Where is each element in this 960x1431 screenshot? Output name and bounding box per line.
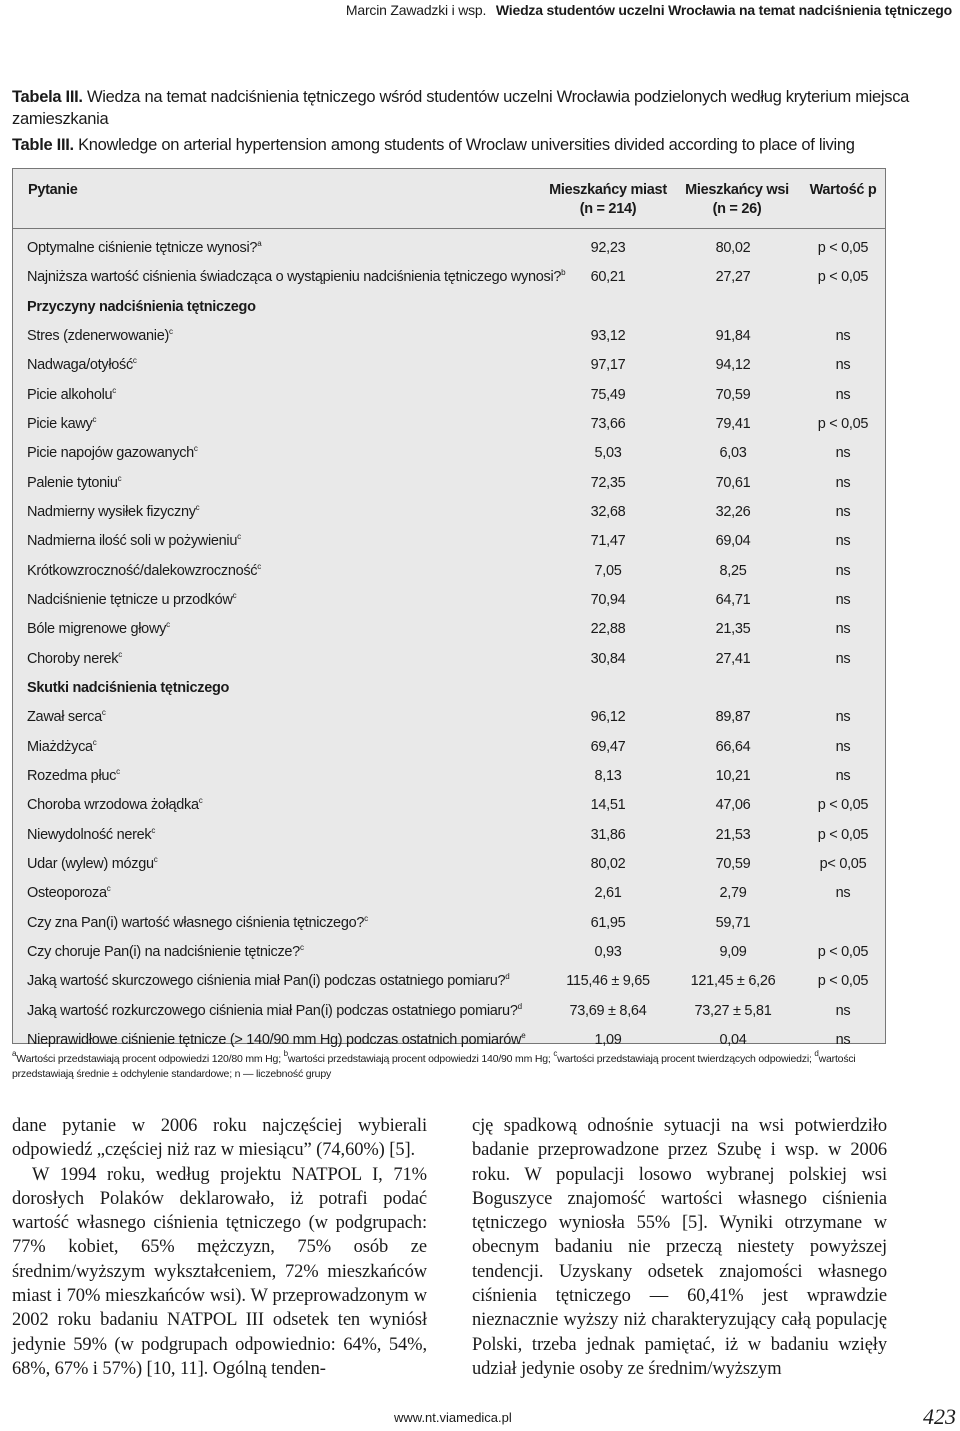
caption-english [12,134,912,156]
cell-question [27,355,137,375]
table-row [13,825,885,845]
cell-village: 121,45 ± 6,26 [690,973,776,990]
caption-english-label: Table III. [12,136,74,154]
table-row [13,649,885,669]
data-table [12,168,886,1048]
cell-question [27,854,157,874]
footnote-marker: c [151,825,156,835]
question-text: Nadmierny wysiłek fizyczny [27,503,196,520]
table-section-row [13,297,885,317]
cell-question [27,649,122,669]
cell-question [27,326,173,346]
table-row [13,355,885,375]
cell-p-value: p < 0,05 [817,415,869,432]
cell-question [27,766,120,786]
cell-village: 66,64 [715,738,751,755]
footnote-marker: e [521,1030,526,1040]
cell-question [27,267,565,287]
caption-polish-label: Tabela III. [12,88,83,106]
table-row [13,1030,885,1050]
body-paragraph: W 1994 roku, według projektu NATPOL I, 71% dorosłych Polaków deklarowało, iż potrafi podać wartość własnego ciśnienia tętniczego (w podgrupach: 77% kobiet, 65% mężczyzn, 75% osób ze średnim/wyższym wykształceniem, 72% mieszkańców miast i 70% mieszkańców wsi). W przeprowadzonym w 2002 roku badaniu NATPOL III odsetek ten wyniósł jedynie 59% (w podgrupach odpowiednio: 64%, 54%, 68%, 67% i 57%) [10, 11]. Ogólną tenden- [12,1164,427,1379]
cell-p-value: ns [835,327,851,344]
footnote-marker: a [257,239,262,248]
table-row [13,971,885,991]
footnote-marker: c [112,385,116,395]
cell-village: 89,87 [715,709,751,726]
table-row [13,766,885,786]
cell-city: 8,13 [594,767,622,784]
cell-question [27,297,256,317]
table-row [13,942,885,962]
question-text: Czy zna Pan(i) wartość własnego ciśnienia tętniczego? [27,914,365,931]
caption-polish-text: Wiedza na temat nadciśnienia tętniczego wśród studentów uczelni Wrocławia podzielonych według kryterium miejsca zamieszkania [12,88,910,128]
footnote-c: wartości przedstawiają procent twierdzących odpowiedzi; [557,1053,812,1065]
footnote-marker: c [92,737,97,747]
cell-question [27,590,236,610]
header-village-n: (n = 26) [712,201,762,217]
header-p-value: Wartość p [809,182,877,198]
cell-p-value: ns [835,386,851,403]
cell-p-value: ns [835,445,851,462]
footnote-marker: c [169,326,173,336]
cell-village: 27,41 [715,650,751,667]
cell-city: 96,12 [590,709,626,726]
cell-village: 69,04 [715,533,751,550]
question-text: Choroby nerek [27,650,119,667]
question-text: Niewydolność nerek [27,826,152,843]
table-row [13,883,885,903]
cell-p-value: ns [835,533,851,550]
cell-p-value: ns [835,621,851,638]
question-text: Nadciśnienie tętnicze u przodków [27,591,233,608]
table-row [13,561,885,581]
cell-city: 22,88 [590,621,626,638]
question-text: Krótkowzroczność/dalekowzroczność [27,562,258,579]
cell-question [27,883,110,903]
running-head-title: Wiedza studentów uczelni Wrocławia na temat nadciśnienia tętniczego [495,2,952,18]
cell-question [27,414,96,434]
footnote-a-marker: a [12,1049,17,1058]
cell-question [27,238,261,258]
cell-village: 70,59 [715,855,751,872]
cell-question [27,678,229,698]
cell-question [27,795,202,815]
question-text: Nieprawidłowe ciśnienie tętnicze (> 140/90 mm Hg) podczas ostatnich pomiarów [27,1031,522,1048]
footnote-marker: c [118,649,122,659]
footnote-d: wartości przedstawiają średnie ± odchylenie standardowe; n — liczebność grupy [12,1053,856,1080]
cell-city: 5,03 [594,445,622,462]
cell-p-value: p < 0,05 [817,269,869,286]
cell-question [27,707,106,727]
footnote-marker: c [257,561,261,571]
cell-question [27,531,241,551]
question-text: Picie alkoholu [27,386,113,403]
footnote-b-marker: b [283,1049,288,1058]
table-header [13,169,885,229]
cell-p-value: ns [835,650,851,667]
table-row [13,414,885,434]
table-row [13,737,885,757]
cell-question [27,825,155,845]
cell-city: 32,68 [590,503,626,520]
cell-city: 93,12 [590,327,626,344]
cell-question [27,942,304,962]
table-row [13,326,885,346]
cell-p-value: p < 0,05 [817,826,869,843]
cell-city: 97,17 [590,357,626,374]
cell-p-value: p < 0,05 [817,797,869,814]
cell-question [27,502,199,522]
cell-question [27,1001,522,1021]
cell-city: 75,49 [590,386,626,403]
cell-city: 61,95 [590,914,626,931]
cell-question [27,1030,525,1050]
footnote-d-marker: d [814,1049,819,1058]
footnote-marker: c [193,444,198,454]
cell-question [27,385,116,405]
footnote-marker: c [153,854,158,864]
footnote-marker: c [198,796,203,806]
question-text: Stres (zdenerwowanie) [27,327,169,344]
header-question: Pytanie [28,182,78,198]
question-text: Skutki nadciśnienia tętniczego [27,679,230,696]
cell-village: 70,61 [715,474,751,491]
cell-city: 1,09 [594,1031,622,1048]
question-text: Nadmierna ilość soli w pożywieniu [27,533,238,550]
cell-village: 32,26 [715,503,751,520]
cell-village: 79,41 [715,415,751,432]
cell-village: 59,71 [715,914,751,931]
caption-english-text: Knowledge on arterial hypertension among students of Wroclaw universities divided according to place of living [78,136,855,154]
question-text: Rozedma płuc [27,767,117,784]
table-row [13,619,885,639]
cell-city: 115,46 ± 9,65 [566,973,650,990]
body-paragraph: dane pytanie w 2006 roku najczęściej wybierali odpowiedź „częściej niż raz w miesiącu” (74,60%) [5]. [12,1116,427,1161]
table-section-row [13,678,885,698]
footnote-a: Wartości przedstawiają procent odpowiedzi 120/80 mm Hg; [16,1053,281,1065]
footnote-marker: c [116,766,120,776]
cell-city: 2,61 [594,885,622,902]
cell-village: 70,59 [715,386,751,403]
question-text: Picie kawy [27,415,93,432]
cell-p-value: p < 0,05 [817,240,869,256]
question-text: Jaką wartość skurczowego ciśnienia miał Pan(i) podczas ostatniego pomiaru? [27,973,506,990]
header-city-label: Mieszkańcy miast [549,182,667,198]
body-paragraph: cję spadkową odnośnie sytuacji na wsi potwierdziło badanie przeprowadzone przez Szubę i wsp. w 2006 roku. W populacji losowo wybranej polskiej wsi Boguszyce znajomość wartości własnego ciśnienia tętniczego wyniosła 55% [5]. Wyniki otrzymane w obecnym badaniu nie przeczą niestety powyższej tendencji. Uzyskany odsetek znajomości własnego ciśnienia tętniczego — 60,41% jest wprawdzie nieznacznie wyższy niż charakteryzujący całą populację Polski, trzeba jednak pamiętać, iż w badaniu wzięły udział jedynie osoby ze średnim/wyższym [472,1116,887,1379]
cell-village: 9,09 [719,943,747,960]
footnote-marker: d [517,1001,522,1011]
cell-p-value: ns [835,1002,851,1019]
cell-village: 80,02 [715,240,751,256]
table-row [13,473,885,493]
cell-p-value: p < 0,05 [817,943,869,960]
table-row [13,913,885,933]
cell-city: 71,47 [590,533,626,550]
question-text: Miażdżyca [27,738,93,755]
question-text: Bóle migrenowe głowy [27,621,167,638]
question-text: Choroba wrzodowa żołądka [27,797,199,814]
cell-p-value: ns [835,1031,851,1048]
running-head [346,2,952,18]
caption-polish [12,86,912,130]
cell-village: 27,27 [715,269,751,286]
cell-village: 91,84 [715,327,751,344]
header-city [533,181,683,219]
header-city-n: (n = 214) [579,201,637,217]
cell-p-value: ns [835,562,851,579]
question-text: Optymalne ciśnienie tętnicze wynosi? [27,240,258,256]
footnote-marker: b [561,268,566,278]
footnote-marker: c [92,414,97,424]
cell-village: 47,06 [715,797,751,814]
footnote-marker: c [166,620,170,630]
cell-village: 6,03 [719,445,747,462]
cell-village: 73,27 ± 5,81 [694,1002,772,1019]
running-head-authors: Marcin Zawadzki i wsp. [345,2,487,18]
cell-p-value: ns [835,474,851,491]
footnote-marker: d [505,972,510,982]
table-row [13,385,885,405]
cell-city: 14,51 [590,797,626,814]
table-row [13,795,885,815]
cell-question [27,737,97,757]
table-row [13,590,885,610]
cell-question [27,619,170,639]
cell-p-value: ns [835,885,851,902]
cell-village: 8,25 [719,562,747,579]
question-text: Czy choruje Pan(i) na nadciśnienie tętnicze? [27,943,300,960]
header-village [677,181,797,219]
cell-city: 30,84 [590,650,626,667]
cell-city: 73,66 [590,415,626,432]
question-text: Udar (wylew) mózgu [27,855,154,872]
header-rule [13,228,885,229]
footnote-marker: c [237,532,241,542]
cell-p-value: ns [835,503,851,520]
cell-city: 70,94 [590,591,626,608]
footnote-marker: c [364,913,368,923]
cell-village: 94,12 [715,357,751,374]
table-row [13,443,885,463]
cell-village: 21,35 [715,621,751,638]
cell-village: 64,71 [715,591,751,608]
cell-city: 31,86 [590,826,626,843]
table-row [13,238,885,258]
cell-question [27,913,368,933]
cell-p-value: ns [835,767,851,784]
question-text: Najniższa wartość ciśnienia świadcząca o wystąpieniu nadciśnienia tętniczego wynosi? [27,269,562,286]
question-text: Jaką wartość rozkurczowego ciśnienia miał Pan(i) podczas ostatniego pomiaru? [27,1002,518,1019]
table-row [13,267,885,287]
table-row [13,854,885,874]
footnote-marker: c [232,590,237,600]
footer-url: www.nt.viamedica.pl [394,1410,512,1425]
question-text: Palenie tytoniu [27,474,118,491]
body-column-right [472,1114,887,1381]
cell-city: 0,93 [594,943,622,960]
cell-question [27,473,121,493]
question-text: Przyczyny nadciśnienia tętniczego [27,298,256,315]
footnote-b: wartości przedstawiają procent odpowiedzi 140/90 mm Hg; [287,1053,551,1065]
footnote-marker: c [132,356,137,366]
cell-p-value: ns [835,591,851,608]
cell-city: 60,21 [590,269,626,286]
footnote-marker: c [195,502,200,512]
cell-city: 7,05 [594,562,622,579]
cell-p-value: ns [835,709,851,726]
question-text: Osteoporoza [27,885,107,902]
question-text: Nadwaga/otyłość [27,357,133,374]
cell-city: 80,02 [590,855,626,872]
cell-village: 2,79 [719,885,747,902]
question-text: Picie napojów gazowanych [27,445,194,462]
question-text: Zawał serca [27,709,102,726]
cell-question [27,971,509,991]
table-row [13,531,885,551]
cell-p-value: ns [835,357,851,374]
cell-village: 10,21 [715,767,751,784]
table-row [13,502,885,522]
body-column-left [12,1114,427,1381]
page-number: 423 [923,1404,956,1429]
table-footnote [12,1049,887,1082]
cell-p-value: p< 0,05 [819,855,867,872]
cell-city: 73,69 ± 8,64 [569,1002,647,1019]
cell-city: 72,35 [590,474,626,491]
header-village-label: Mieszkańcy wsi [685,182,789,198]
cell-question [27,561,261,581]
cell-city: 69,47 [590,738,626,755]
cell-city: 92,23 [590,240,626,256]
cell-p-value: ns [835,738,851,755]
table-row [13,1001,885,1021]
footnote-c-marker: c [553,1049,558,1058]
footnote-marker: c [101,708,106,718]
footnote-marker: c [117,473,122,483]
cell-village: 0,04 [719,1031,747,1048]
footnote-marker: c [106,884,111,894]
footnote-marker: c [299,942,304,952]
cell-question [27,443,198,463]
table-row [13,707,885,727]
table-caption [12,86,912,156]
cell-village: 21,53 [715,826,751,843]
cell-p-value: p < 0,05 [817,973,869,990]
